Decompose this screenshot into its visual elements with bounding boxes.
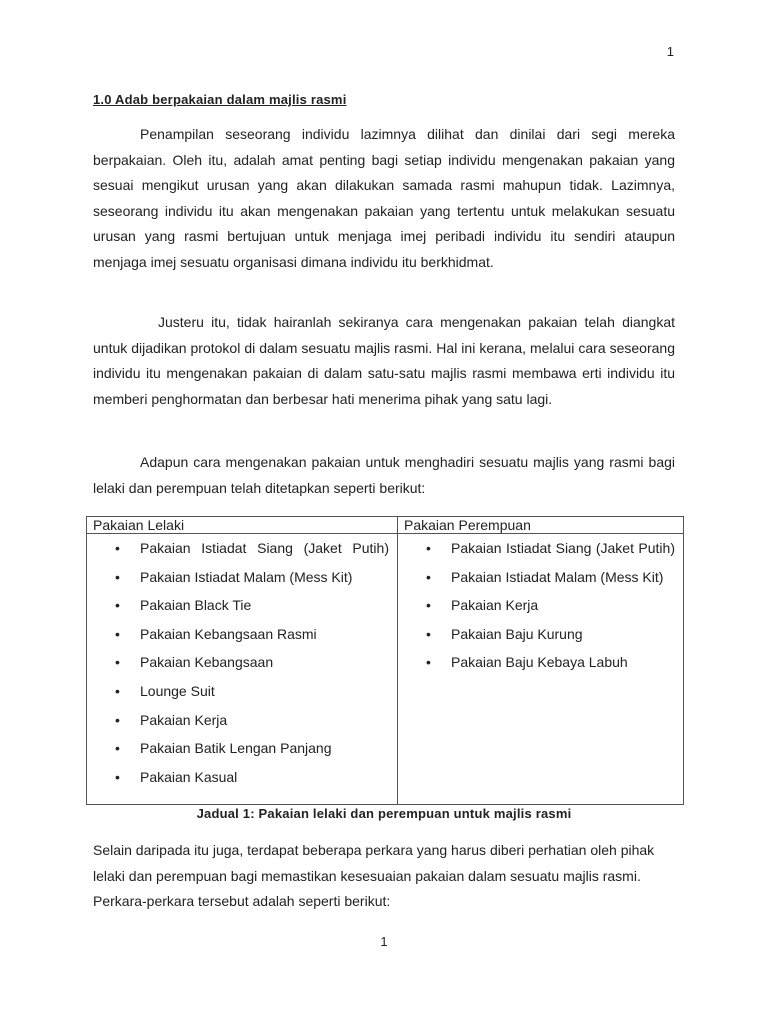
list-item: • Pakaian Kerja [398,593,675,619]
list-item: • Pakaian Kerja [87,708,389,734]
list-item: • Pakaian Kebangsaan Rasmi [87,622,389,648]
lelaki-list [87,534,397,790]
table-header-row [87,517,684,534]
header-lelaki: Pakaian Lelaki [87,517,398,534]
dress-table [86,516,684,805]
list-item: • Pakaian Baju Kebaya Labuh [398,650,675,676]
header-perempuan: Pakaian Perempuan [398,517,684,534]
list-item: • Pakaian Istiadat Malam (Mess Kit) [87,565,389,591]
list-item: • Lounge Suit [87,679,389,705]
cell-lelaki [87,534,398,805]
table-body-row [87,534,684,805]
section-heading: 1.0 Adab berpakaian dalam majlis rasmi [93,92,347,107]
table-caption: Jadual 1: Pakaian lelaki dan perempuan untuk majlis rasmi [196,806,572,821]
header-page-number: 1 [666,44,674,59]
paragraph-3: Adapun cara mengenakan pakaian untuk menghadiri sesuatu majlis yang rasmi bagi lelaki dan perempuan telah ditetapkan seperti berikut: [93,454,675,496]
paragraph-1: Penampilan seseorang individu lazimnya dilihat dan dinilai dari segi mereka berpakaian. Oleh itu, adalah amat penting bagi setiap individu mengenakan pakaian yang sesuai mengikut urusan yang akan dilakukan samada rasmi mahupun tidak. Lazimnya, seseorang individu itu akan mengenakan pakaian yang tertentu untuk melakukan sesuatu urusan yang rasmi bertujuan untuk menjaga imej peribadi individu itu sendiri ataupun menjaga imej sesuatu organisasi dimana individu itu berkhidmat. [93,126,675,270]
cell-perempuan [398,534,684,805]
list-item: • Pakaian Black Tie [87,593,389,619]
list-item: • Pakaian Batik Lengan Panjang [87,736,389,762]
paragraph-4: Selain daripada itu juga, terdapat beberapa perkara yang harus diberi perhatian oleh pihak lelaki dan perempuan bagi memastikan kesesuaian pakaian dalam sesuatu majlis rasmi. Perkara-perkara tersebut adalah seperti berikut: [93,842,655,910]
list-item: • Pakaian Kebangsaan [87,650,389,676]
list-item: • Pakaian Kasual [87,765,389,791]
paragraph-2: Justeru itu, tidak hairanlah sekiranya cara mengenakan pakaian telah diangkat untuk dijadikan protokol di dalam sesuatu majlis rasmi. Hal ini kerana, melalui cara seseorang individu itu mengenakan pakaian di dalam satu-satu majlis rasmi membawa erti individu itu memberi penghormatan dan berbesar hati menerima pihak yang satu lagi. [93,314,675,407]
list-item: • Pakaian Baju Kurung [398,622,675,648]
footer-page-number: 1 [380,934,388,949]
perempuan-list [398,534,683,676]
list-item: • Pakaian Istiadat Malam (Mess Kit) [398,565,675,591]
list-item: • Pakaian Istiadat Siang (Jaket Putih) [398,536,675,562]
list-item: • Pakaian Istiadat Siang (Jaket Putih) [87,536,389,562]
